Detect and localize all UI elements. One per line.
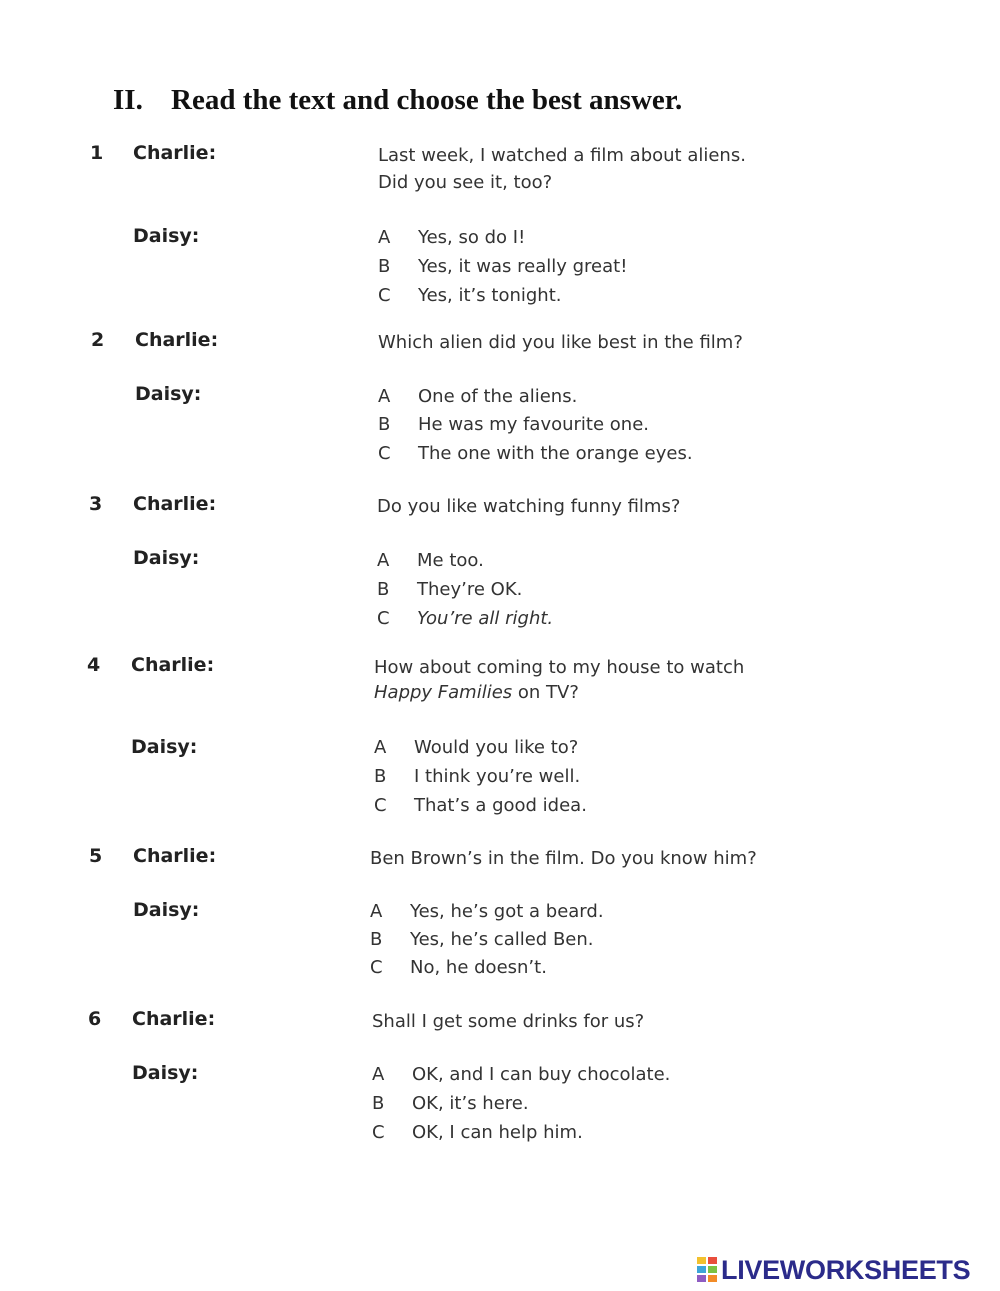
option-letter[interactable]: B	[370, 929, 383, 950]
option-letter[interactable]: C	[378, 285, 391, 306]
option-letter[interactable]: B	[372, 1093, 385, 1114]
option-letter[interactable]: C	[377, 608, 390, 629]
speaker-daisy: Daisy:	[131, 736, 198, 758]
option-letter[interactable]: C	[374, 795, 387, 816]
section-instruction: Read the text and choose the best answer.	[171, 84, 683, 116]
speaker-charlie: Charlie:	[133, 493, 217, 515]
speaker-daisy: Daisy:	[133, 899, 200, 921]
speaker-daisy: Daisy:	[132, 1062, 199, 1084]
prompt-line: Shall I get some drinks for us?	[372, 1011, 645, 1032]
option-letter[interactable]: B	[378, 414, 391, 435]
speaker-charlie: Charlie:	[131, 654, 215, 676]
liveworksheets-logo	[697, 1253, 970, 1287]
option-letter[interactable]: A	[377, 550, 390, 571]
option-letter[interactable]: C	[370, 957, 383, 978]
section-number: II.	[113, 84, 143, 116]
option-letter[interactable]: B	[377, 579, 390, 600]
option-text[interactable]: Yes, he’s got a beard.	[410, 901, 604, 922]
option-text[interactable]: Yes, it was really great!	[418, 256, 628, 277]
prompt-line: Ben Brown’s in the film. Do you know him?	[370, 848, 757, 869]
question-number: 5	[89, 845, 103, 867]
prompt-line: Did you see it, too?	[378, 172, 553, 193]
prompt-line: Happy Families on TV?	[374, 682, 579, 703]
option-text[interactable]: OK, it’s here.	[412, 1093, 529, 1114]
question-number: 6	[88, 1008, 102, 1030]
option-text[interactable]: Yes, it’s tonight.	[418, 285, 562, 306]
option-text[interactable]: One of the aliens.	[418, 386, 578, 407]
option-letter[interactable]: B	[378, 256, 391, 277]
option-letter[interactable]: A	[370, 901, 383, 922]
question-number: 3	[89, 493, 103, 515]
option-text[interactable]: He was my favourite one.	[418, 414, 650, 435]
speaker-daisy: Daisy:	[135, 383, 202, 405]
prompt-line: How about coming to my house to watch	[374, 657, 745, 678]
speaker-charlie: Charlie:	[133, 845, 217, 867]
speaker-charlie: Charlie:	[133, 142, 217, 164]
speaker-daisy: Daisy:	[133, 547, 200, 569]
speaker-daisy: Daisy:	[133, 225, 200, 247]
option-text[interactable]: No, he doesn’t.	[410, 957, 547, 978]
option-text[interactable]: I think you’re well.	[414, 766, 581, 787]
liveworksheets-logo-text: LIVEWORKSHEETS	[721, 1254, 971, 1285]
option-text[interactable]: The one with the orange eyes.	[418, 443, 693, 464]
option-letter[interactable]: A	[372, 1064, 385, 1085]
film-title: Happy Families	[374, 682, 513, 703]
option-text[interactable]: Yes, he’s called Ben.	[410, 929, 594, 950]
option-text[interactable]: OK, I can help him.	[412, 1122, 583, 1143]
option-text[interactable]: They’re OK.	[417, 579, 523, 600]
option-letter[interactable]: A	[374, 737, 387, 758]
option-letter[interactable]: C	[372, 1122, 385, 1143]
speaker-charlie: Charlie:	[135, 329, 219, 351]
option-letter[interactable]: B	[374, 766, 387, 787]
option-text[interactable]: OK, and I can buy chocolate.	[412, 1064, 671, 1085]
question-number: 1	[90, 142, 104, 164]
speaker-charlie: Charlie:	[132, 1008, 216, 1030]
prompt-line: Last week, I watched a film about aliens.	[378, 145, 746, 166]
option-text[interactable]: You’re all right.	[417, 608, 554, 629]
liveworksheets-logo-icon	[697, 1257, 717, 1283]
option-letter[interactable]: A	[378, 386, 391, 407]
option-letter[interactable]: A	[378, 227, 391, 248]
prompt-line: Do you like watching funny films?	[377, 496, 681, 517]
section-heading	[113, 84, 682, 117]
option-text[interactable]: Yes, so do I!	[418, 227, 526, 248]
option-text[interactable]: That’s a good idea.	[414, 795, 587, 816]
question-number: 2	[91, 329, 105, 351]
option-letter[interactable]: C	[378, 443, 391, 464]
prompt-line: Which alien did you like best in the film?	[378, 332, 743, 353]
option-text[interactable]: Would you like to?	[414, 737, 579, 758]
option-text[interactable]: Me too.	[417, 550, 484, 571]
question-number: 4	[87, 654, 101, 676]
